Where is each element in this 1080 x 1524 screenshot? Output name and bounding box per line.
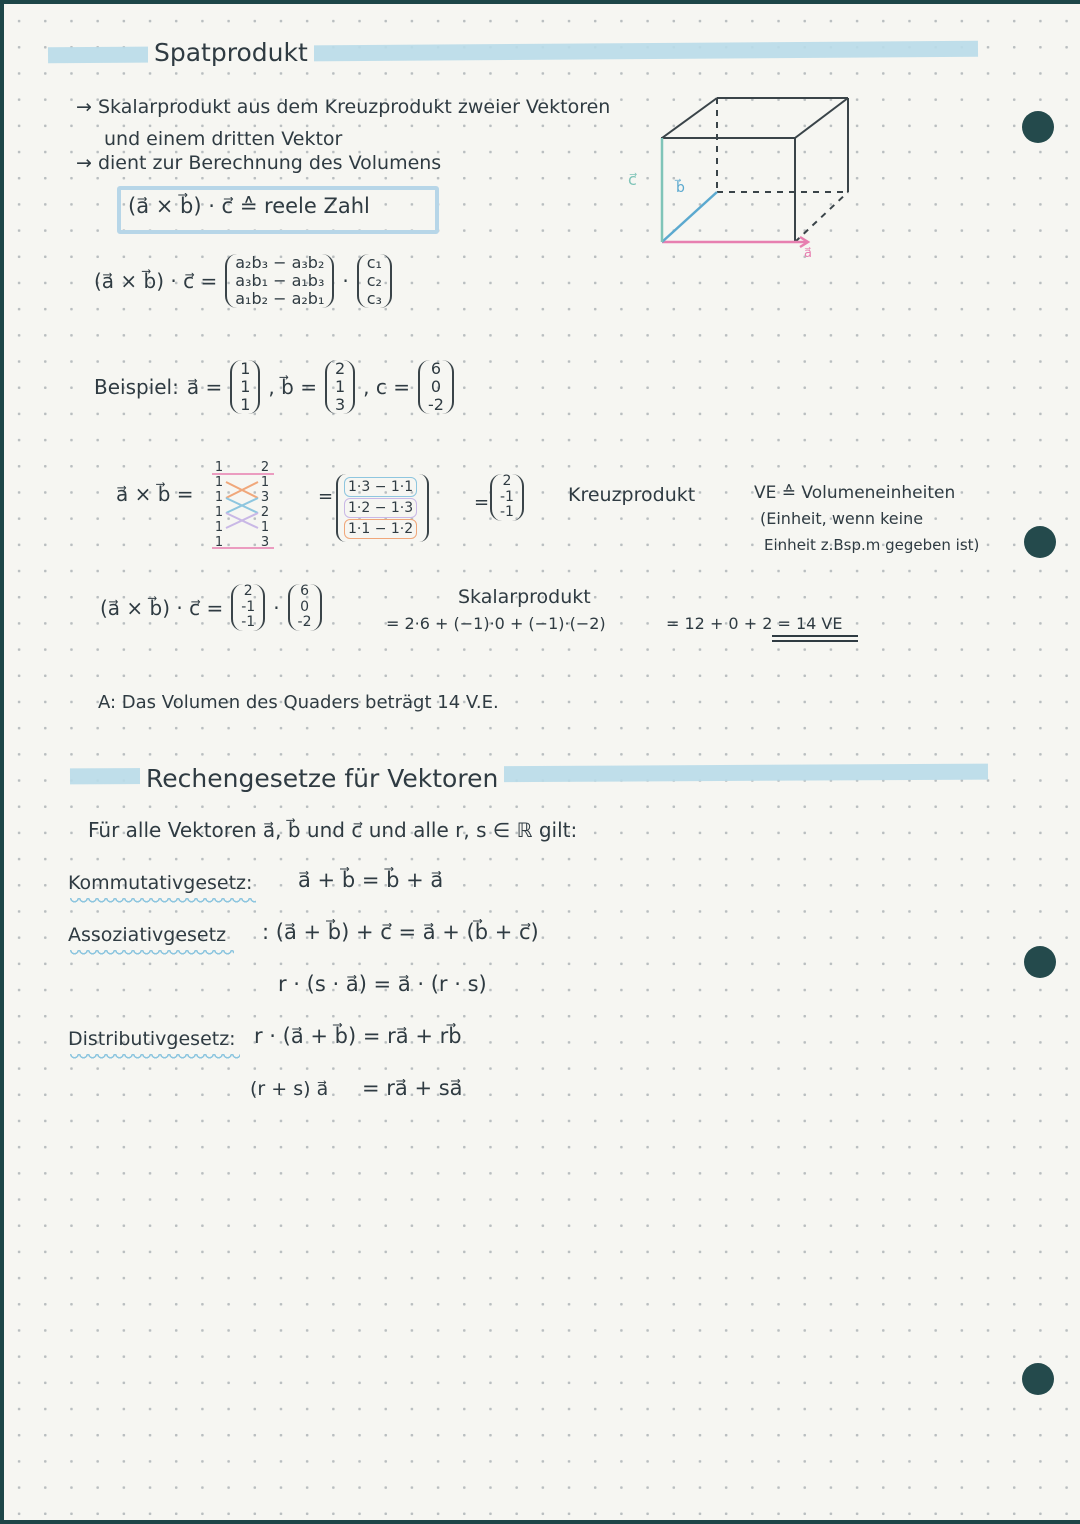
cross-calc-lhs: a⃗ × b⃗ =	[116, 482, 194, 506]
cross-result: 2 -1 -1	[490, 474, 524, 521]
vector-c: 6 0 -2	[418, 360, 454, 414]
cuboid-edge	[662, 98, 717, 138]
scalar-expansion: = 2·6 + (−1)·0 + (−1)·(−2)	[386, 614, 606, 633]
cube-label-b: b⃗	[676, 180, 685, 196]
scheme-right-column: 2 1 3 2 1 3	[260, 460, 270, 550]
c-vector: c₁ c₂ c₃	[357, 254, 392, 308]
boxed-formula: (a⃗ × b⃗) · c⃗ ≙ reele Zahl	[128, 194, 370, 218]
cube-label-c: c⃗	[628, 170, 637, 189]
cross-scheme-lines	[212, 460, 274, 552]
cross-terms: 1·3 − 1·1 1·2 − 1·3 1·1 − 1·2	[336, 474, 429, 542]
binder-hole	[1022, 111, 1054, 143]
vector-b: 2 1 3	[325, 360, 355, 414]
binder-hole	[1024, 526, 1056, 558]
rule-distributiv-2-rhs: = ra⃗ + sa⃗	[362, 1076, 463, 1100]
ve-note: VE ≙ Volumeneinheiten (Einheit, wenn keine Einheit z.Bsp.m gegeben ist)	[754, 483, 980, 554]
label-kommutativgesetz: Kommutativgesetz:	[68, 872, 253, 894]
scheme-left-column: 1 1 1 1 1 1	[214, 460, 224, 550]
label-distributivgesetz: Distributivgesetz:	[68, 1028, 236, 1050]
answer-sentence: A: Das Volumen des Quaders beträgt 14 V.E.	[98, 692, 499, 713]
vector-a: 1 1 1	[230, 360, 260, 414]
scalar-v1: 2 -1 -1	[231, 584, 265, 631]
dot-operator: ·	[342, 268, 349, 293]
section-title-spatprodukt: Spatprodukt	[148, 38, 314, 67]
bullet-skalarprodukt: → Skalarprodukt aus dem Kreuzprodukt zweier Vektoren	[76, 96, 611, 118]
scalar-v2: 6 0 -2	[288, 584, 322, 631]
rule-assoziativ-1: : (a⃗ + b⃗) + c⃗ = a⃗ + (b⃗ + c⃗)	[262, 920, 539, 944]
label-assoziativgesetz: Assoziativgesetz	[68, 924, 227, 946]
scalar-calc-lhs: (a⃗ × b⃗) · c⃗ =	[100, 595, 224, 620]
vector-b-arrow	[662, 192, 717, 242]
rule-assoziativ-2: r · (s · a⃗) = a⃗ · (r · s)	[278, 972, 487, 996]
rule-distributiv-2-lhs: (r + s) a⃗	[250, 1078, 329, 1100]
rule-kommutativ: a⃗ + b⃗ = b⃗ + a⃗	[298, 868, 444, 892]
cube-label-a: a⃗	[804, 246, 812, 261]
cuboid-hidden-edge	[795, 192, 848, 242]
cuboid-sketch	[620, 88, 880, 268]
binder-hole	[1022, 1363, 1054, 1395]
bullet-volumen: → dient zur Berechnung des Volumens	[76, 152, 442, 174]
general-formula	[94, 254, 392, 308]
example-label: Beispiel:	[94, 374, 179, 399]
cuboid-edge	[795, 98, 848, 138]
scalar-result: = 12 + 0 + 2 = 14 VE	[666, 614, 843, 633]
cross-product-vector: a₂b₃ − a₃b₂ a₃b₁ − a₁b₃ a₁b₂ − a₂b₁	[225, 254, 334, 308]
rule-distributiv-1: r · (a⃗ + b⃗) = ra⃗ + rb⃗	[254, 1024, 462, 1048]
result-double-underline	[772, 635, 858, 637]
section-title-rechengesetze: Rechengesetze für Vektoren	[140, 764, 504, 793]
binder-hole	[1024, 946, 1056, 978]
rules-intro: Für alle Vektoren a⃗, b⃗ und c⃗ und alle r, s ∈ ℝ gilt:	[88, 818, 578, 842]
label-kreuzprodukt: Kreuzprodukt	[568, 484, 696, 506]
general-formula-lhs: (a⃗ × b⃗) · c⃗ =	[94, 268, 218, 293]
example-vectors: Beispiel: a⃗ = 1 1 1 , b⃗ = 2 1 3 , c = 6 0 -2	[94, 360, 454, 414]
scalar-calc: (a⃗ × b⃗) · c⃗ = 2 -1 -1 · 6 0 -2	[100, 584, 322, 631]
label-skalarprodukt: Skalarprodukt	[458, 586, 591, 608]
bullet-dritter-vektor: und einem dritten Vektor	[104, 128, 343, 150]
